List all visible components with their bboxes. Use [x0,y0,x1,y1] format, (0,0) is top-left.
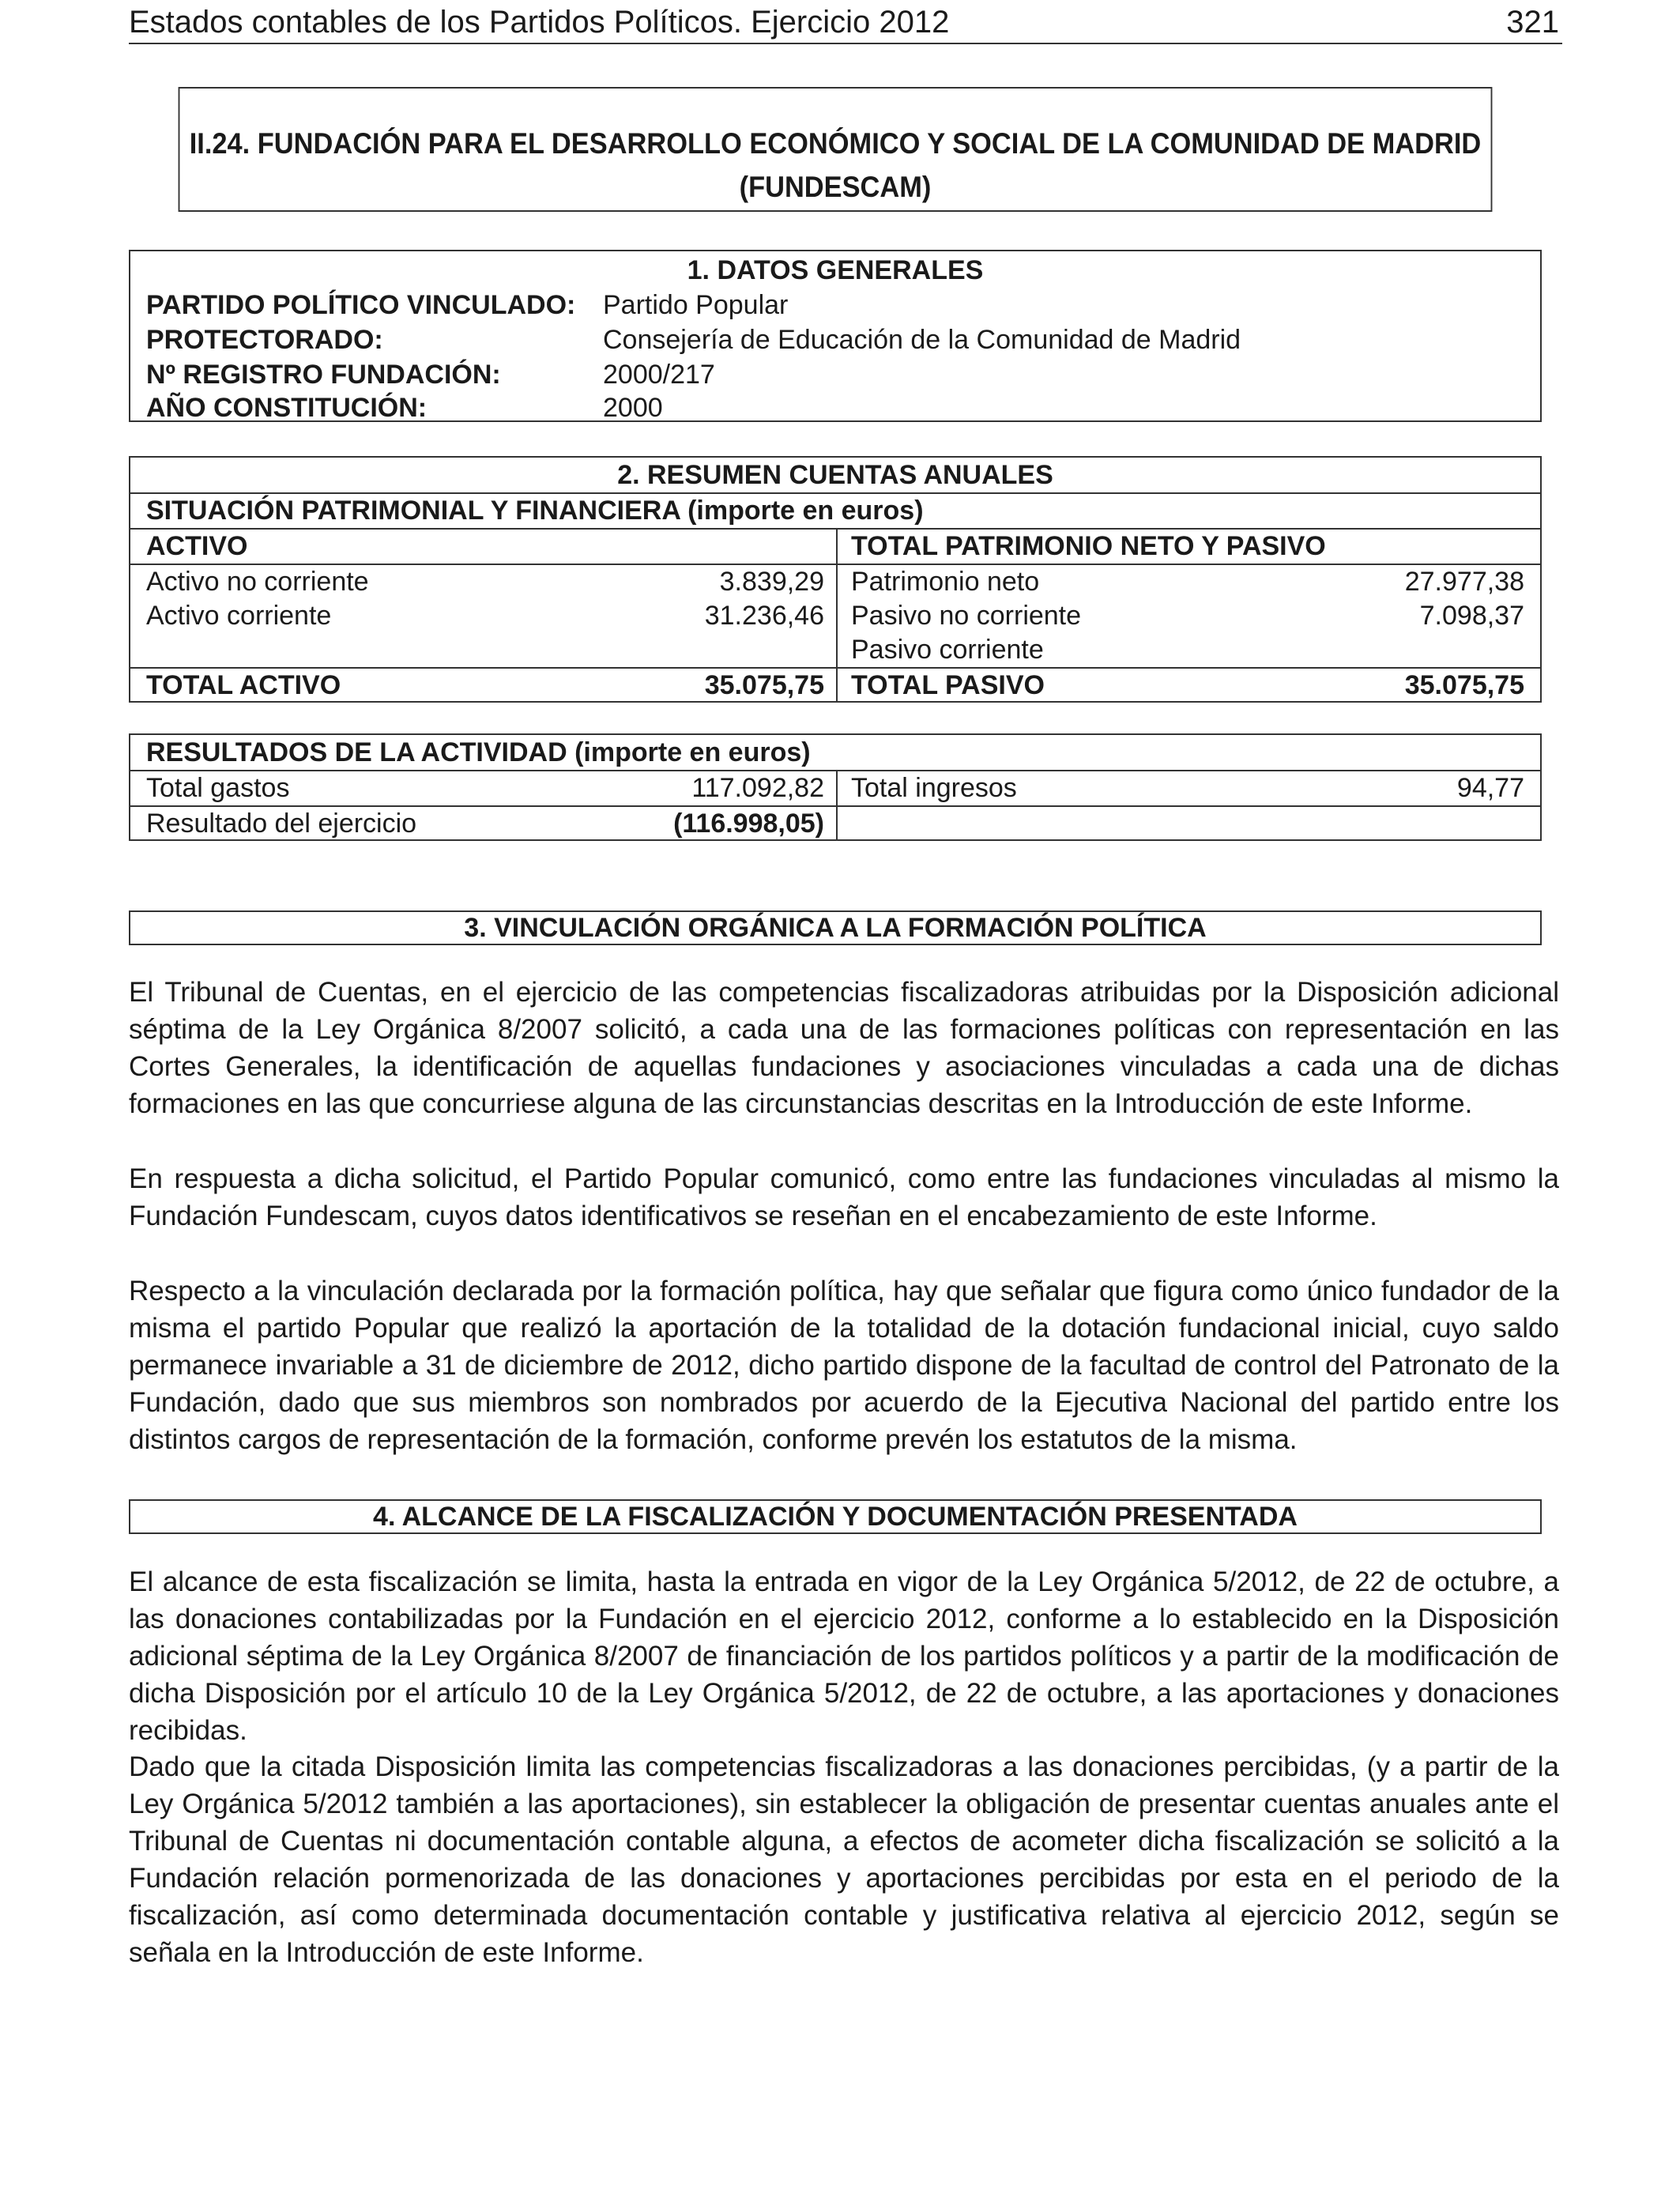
page-number: 321 [1506,5,1559,40]
resultados-heading: RESULTADOS DE LA ACTIVIDAD (importe en euros) [146,737,811,767]
datos-generales-table [129,250,1542,422]
section4-paragraph-2: Dado que la citada Disposición limita las competencias fiscalizadoras a las donaciones percibidas, (y a partir de la Ley Orgánica 5/2012 también a las aportaciones), sin establecer la obligación de presentar cuentas anuales ante el Tribunal de Cuentas ni documentación contable alguna, a efectos de acometer dicha fiscalización se solicitó a la Fundación relación pormenorizada de las donaciones y aportaciones percibidas por esta en el periodo de la fiscalización, así como determinada documentación contable y justificativa relativa al ejercicio 2012, según se señala en la Introducción de este Informe. [129,1751,1559,1968]
resumen-heading: 2. RESUMEN CUENTAS ANUALES [617,460,1053,490]
section3-heading: 3. VINCULACIÓN ORGÁNICA A LA FORMACIÓN POLÍTICA [129,910,1542,945]
resultado-value: (116.998,05) [673,809,824,839]
resultados-table [129,733,1542,841]
resultado-label: Resultado del ejercicio [146,809,417,839]
resumen-cuentas-table [129,456,1542,703]
row-label: PARTIDO POLÍTICO VINCULADO: [146,290,576,320]
datos-generales-heading: 1. DATOS GENERALES [687,255,984,285]
total-pasivo-value: 35.075,75 [1404,670,1524,700]
ingresos-label: Total ingresos [851,773,1017,803]
row-value: Consejería de Educación de la Comunidad de Madrid [603,325,1241,355]
section-title-line1: II.24. FUNDACIÓN PARA EL DESARROLLO ECONÓMICO Y SOCIAL DE LA COMUNIDAD DE MADRID [189,127,1482,160]
activo-header: ACTIVO [146,531,248,561]
table-header-row [130,529,1540,564]
row-value: Partido Popular [603,290,789,320]
activo-label: Activo corriente [146,601,332,631]
table-row [130,632,1540,667]
pasivo-value: 7.098,37 [1419,601,1524,631]
pasivo-value: 27.977,38 [1404,567,1524,597]
row-value: 2000/217 [603,360,715,390]
section-title-box [179,87,1493,212]
total-pasivo-label: TOTAL PASIVO [851,670,1045,700]
situacion-subheading-row [130,493,1540,528]
table-row [130,771,1540,805]
ingresos-value: 94,77 [1456,773,1524,803]
row-value: 2000 [603,393,663,423]
total-activo-label: TOTAL ACTIVO [146,670,341,700]
table-row [130,357,1540,392]
activo-label: Activo no corriente [146,567,369,597]
table-row [130,288,1540,322]
table-row [130,564,1540,599]
section3-paragraph-2: En respuesta a dicha solicitud, el Partido Popular comunicó, como entre las fundaciones vinculadas al mismo la Fundación Fundescam, cuyos datos identificativos se reseñan en el encabezamiento de este Informe. [129,1163,1559,1231]
pasivo-label: Patrimonio neto [851,567,1040,597]
section-title-line2: (FUNDESCAM) [739,171,932,203]
section3-paragraph-1: El Tribunal de Cuentas, en el ejercicio de las competencias fiscalizadoras atribuidas por la Disposición adicional séptima de la Ley Orgánica 8/2007 solicitó, a cada una de las formaciones políticas con representación en las Cortes Generales, la identificación de aquellas fundaciones y asociaciones vinculadas a cada una de dichas formaciones en las que concurriese alguna de las circunstancias descritas en la Introducción de este Informe. [129,977,1559,1119]
row-label: PROTECTORADO: [146,325,383,355]
totals-row [130,668,1540,703]
table-row [130,322,1540,357]
resultados-heading-row [130,735,1540,770]
situacion-subheading: SITUACIÓN PATRIMONIAL Y FINANCIERA (importe en euros) [146,496,924,526]
table-row [130,806,1540,841]
activo-value: 3.839,29 [719,567,824,597]
pasivo-label: Pasivo no corriente [851,601,1082,631]
gastos-label: Total gastos [146,773,290,803]
gastos-value: 117.092,82 [691,773,824,803]
section4-paragraph-1: El alcance de esta fiscalización se limita, hasta la entrada en vigor de la Ley Orgánica 5/2012, de 22 de octubre, a las donaciones contabilizadas por la Fundación en el ejercicio 2012, conforme a lo establecido en la Disposición adicional séptima de la Ley Orgánica 8/2007 de financiación de los partidos políticos y a partir de la modificación de dicha Disposición por el artículo 10 de la Ley Orgánica 5/2012, de 22 de octubre, a las aportaciones y donaciones recibidas. [129,1566,1559,1746]
pasivo-header: TOTAL PATRIMONIO NETO Y PASIVO [851,531,1326,561]
pasivo-label: Pasivo corriente [851,635,1044,665]
section3-paragraph-3: Respecto a la vinculación declarada por la formación política, hay que señalar que figura como único fundador de la misma el partido Popular que realizó la aportación de la totalidad de la dotación fundacional inicial, cuyo saldo permanece invariable a 31 de diciembre de 2012, dicho partido dispone de la facultad de control del Patronato de la Fundación, dado que sus miembros son nombrados por acuerdo de la Ejecutiva Nacional del partido entre los distintos cargos de representación de la formación, conforme prevén los estatutos de la misma. [129,1276,1559,1455]
row-label: Nº REGISTRO FUNDACIÓN: [146,360,501,390]
table-row [130,598,1540,633]
row-label: AÑO CONSTITUCIÓN: [146,393,428,423]
section4-heading: 4. ALCANCE DE LA FISCALIZACIÓN Y DOCUMENTACIÓN PRESENTADA [129,1499,1542,1534]
total-activo-value: 35.075,75 [704,670,824,700]
running-header [129,3,1562,44]
table-row [130,390,1540,425]
activo-value: 31.236,46 [704,601,824,631]
running-title: Estados contables de los Partidos Políticos. Ejercicio 2012 [129,5,950,40]
